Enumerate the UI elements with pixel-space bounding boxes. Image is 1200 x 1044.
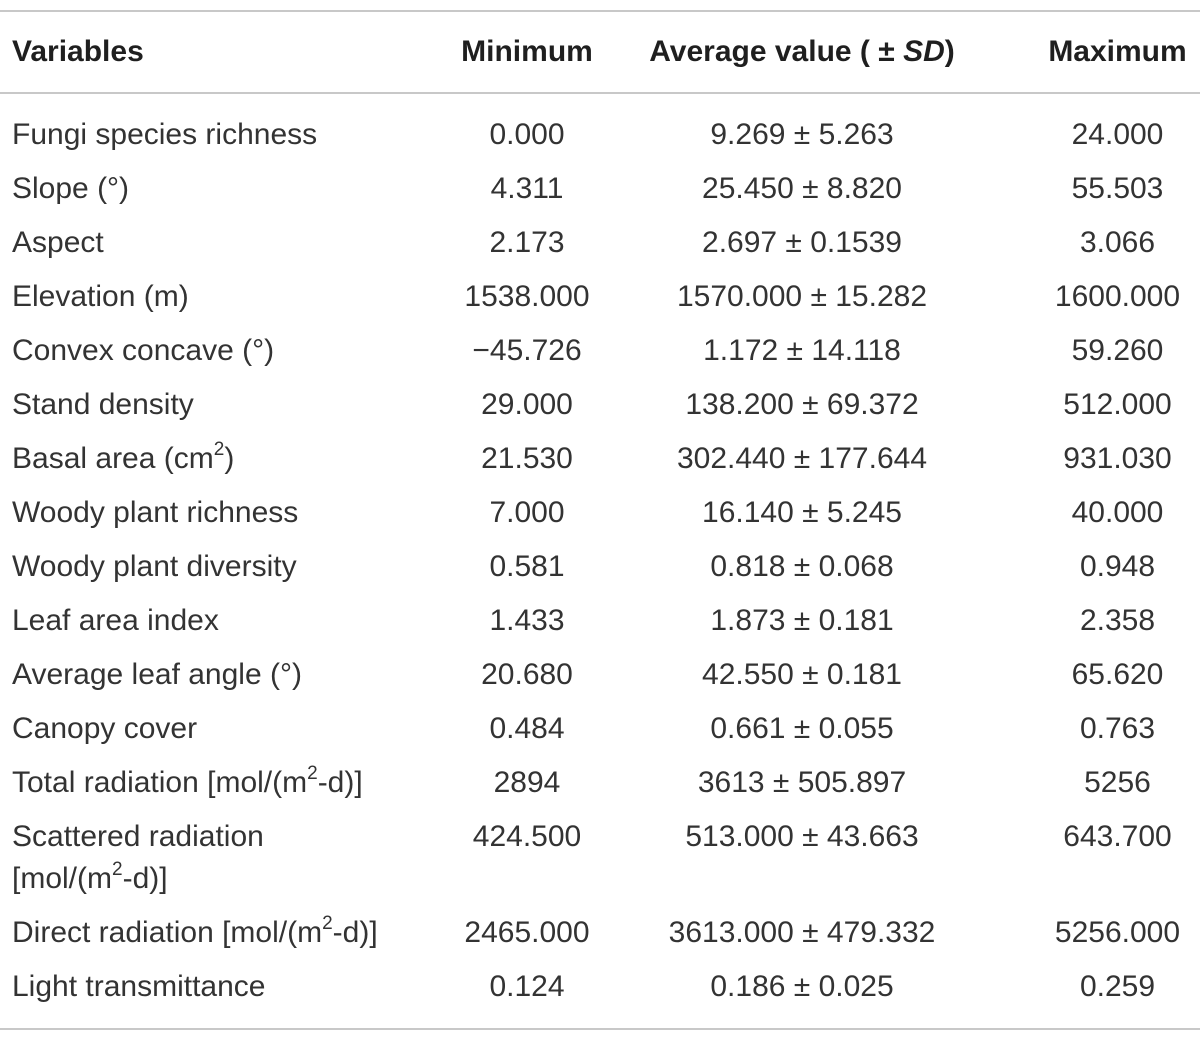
table-row (0, 648, 1200, 702)
row-minimum: 7.000 (489, 496, 565, 529)
row-minimum: 1538.000 (464, 280, 590, 313)
row-label: Average leaf angle (°) (12, 658, 302, 691)
row-minimum: 0.124 (489, 970, 565, 1003)
row-average: 2.697 ± 0.1539 (702, 226, 902, 259)
row-maximum: 512.000 (1063, 388, 1172, 421)
row-label: Woody plant diversity (12, 550, 297, 583)
row-label: Light transmittance (12, 970, 266, 1003)
row-maximum: 2.358 (1079, 604, 1156, 637)
row-minimum: 0.000 (489, 118, 565, 151)
row-average: 42.550 ± 0.181 (702, 658, 902, 691)
row-minimum: 2.173 (489, 226, 565, 259)
table-row (0, 92, 1200, 162)
table-row (0, 594, 1200, 648)
table-row (0, 324, 1200, 378)
header-row (0, 12, 1200, 92)
header-average (617, 12, 1017, 92)
header-average-prefix: Average value ( ± (649, 35, 904, 68)
row-average: 3613.000 ± 479.332 (668, 916, 936, 949)
row-maximum: 0.948 (1079, 550, 1156, 583)
header-minimum: Minimum (461, 35, 593, 68)
table-row (0, 540, 1200, 594)
row-label: Aspect (12, 226, 104, 259)
row-label-suffix: -d)] (317, 766, 363, 799)
row-maximum: 55.503 (1071, 172, 1164, 205)
row-average: 513.000 ± 43.663 (685, 820, 919, 853)
table-row (0, 702, 1200, 756)
row-maximum: 5256.000 (1054, 916, 1181, 949)
row-label (0, 906, 437, 960)
table-row (0, 906, 1200, 960)
row-maximum: 5256 (1084, 766, 1151, 799)
row-maximum: 1600.000 (1054, 280, 1181, 313)
variables-table (0, 12, 1200, 1014)
table-row (0, 486, 1200, 540)
row-minimum: 20.680 (481, 658, 573, 691)
row-maximum: 40.000 (1071, 496, 1164, 529)
header-average-suffix: ) (944, 35, 955, 68)
row-average: 0.186 ± 0.025 (710, 970, 894, 1003)
table-row (0, 810, 1200, 906)
row-average: 9.269 ± 5.263 (710, 118, 894, 151)
row-label: Leaf area index (12, 604, 219, 637)
row-average: 25.450 ± 8.820 (702, 172, 902, 205)
table-bottom-rule (0, 1028, 1200, 1030)
row-label-superscript: 2 (322, 913, 333, 934)
row-average: 1.873 ± 0.181 (710, 604, 894, 637)
row-minimum: 21.530 (481, 442, 573, 475)
row-label-text: Total radiation [mol/(m (12, 766, 308, 799)
row-minimum: 1.433 (489, 604, 565, 637)
row-label-text: Basal area (cm (12, 442, 214, 475)
row-label: Convex concave (°) (12, 334, 275, 367)
header-variables: Variables (12, 35, 144, 68)
row-maximum: 24.000 (1071, 118, 1164, 151)
row-label (0, 810, 437, 906)
row-minimum: 4.311 (490, 172, 564, 205)
row-label-suffix: -d)] (332, 916, 378, 949)
row-average: 302.440 ± 177.644 (676, 442, 928, 475)
row-label-superscript: 2 (112, 859, 123, 880)
table-row (0, 756, 1200, 810)
row-average: 0.818 ± 0.068 (710, 550, 894, 583)
table-row (0, 378, 1200, 432)
row-maximum: 3.066 (1079, 226, 1156, 259)
row-average: 1.172 ± 14.118 (703, 334, 901, 367)
row-average: 1570.000 ± 15.282 (676, 280, 928, 313)
table-row (0, 270, 1200, 324)
row-average: 138.200 ± 69.372 (685, 388, 919, 421)
row-average: 16.140 ± 5.245 (702, 496, 902, 529)
header-average-sd: SD (903, 35, 945, 68)
row-label: Stand density (12, 388, 194, 421)
row-maximum: 643.700 (1063, 820, 1172, 853)
table-row (0, 162, 1200, 216)
table-row (0, 960, 1200, 1014)
table-row (0, 432, 1200, 486)
row-label-suffix: ) (224, 442, 235, 475)
row-label-superscript: 2 (307, 763, 318, 784)
row-maximum: 0.259 (1079, 970, 1156, 1003)
row-label-text: Direct radiation [mol/(m (12, 916, 323, 949)
table-row (0, 216, 1200, 270)
row-label (0, 432, 437, 486)
row-label (0, 756, 437, 810)
row-label: Slope (°) (12, 172, 130, 205)
row-maximum: 0.763 (1079, 712, 1156, 745)
row-minimum: 29.000 (481, 388, 573, 421)
row-label: Elevation (m) (12, 280, 189, 313)
row-label-text: Scattered radiation [mol/(m (12, 820, 264, 895)
row-label-suffix: -d)] (122, 862, 168, 895)
row-average: 0.661 ± 0.055 (710, 712, 894, 745)
row-label: Canopy cover (12, 712, 198, 745)
row-minimum: 0.484 (489, 712, 565, 745)
header-maximum: Maximum (1048, 35, 1187, 68)
row-minimum: 424.500 (472, 820, 582, 853)
row-label: Woody plant richness (12, 496, 299, 529)
row-minimum: −45.726 (472, 334, 582, 367)
row-maximum: 59.260 (1071, 334, 1164, 367)
row-minimum: 2465.000 (464, 916, 590, 949)
row-maximum: 931.030 (1063, 442, 1172, 475)
row-label: Fungi species richness (12, 118, 318, 151)
row-maximum: 65.620 (1071, 658, 1164, 691)
row-minimum: 0.581 (489, 550, 565, 583)
row-label-superscript: 2 (213, 439, 225, 460)
row-minimum: 2894 (493, 766, 561, 799)
row-average: 3613 ± 505.897 (697, 766, 907, 799)
